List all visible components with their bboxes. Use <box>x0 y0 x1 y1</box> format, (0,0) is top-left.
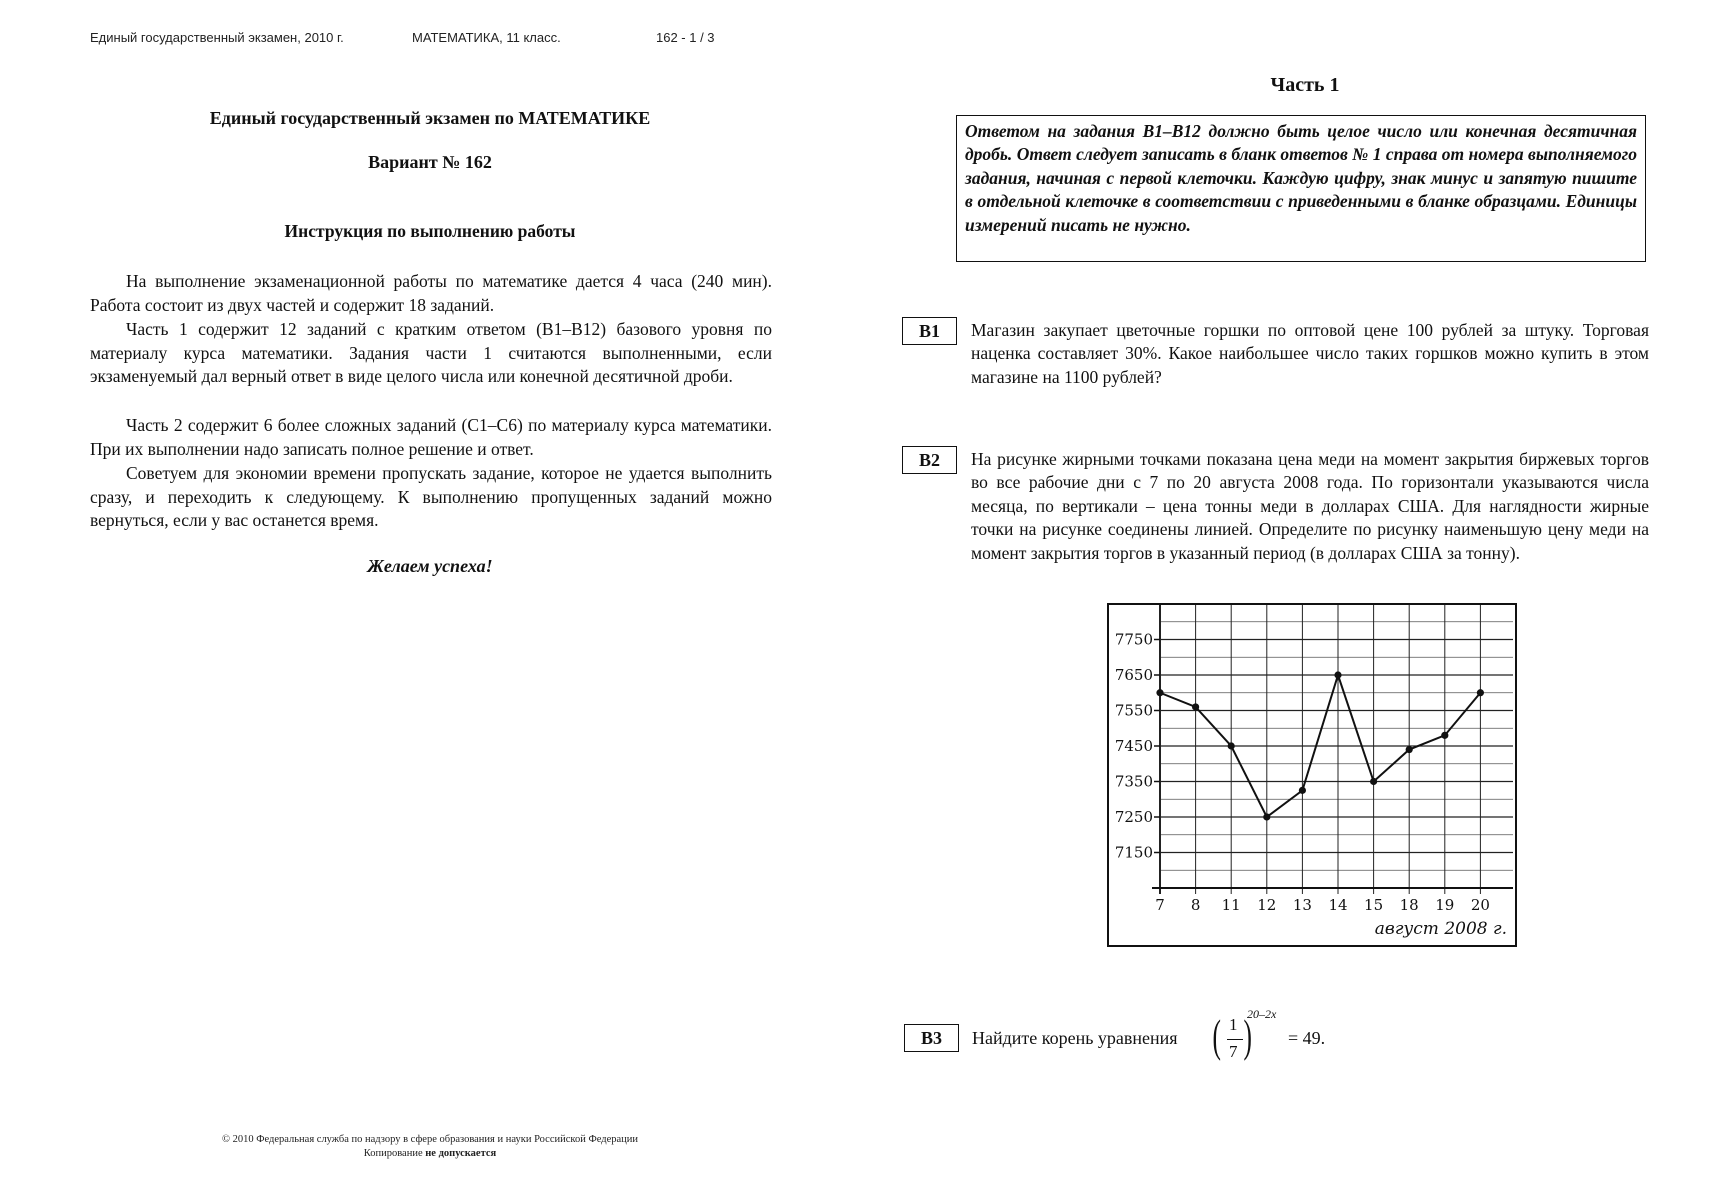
right-paren: ) <box>1243 1010 1252 1061</box>
header-page-number: 162 - 1 / 3 <box>656 30 715 45</box>
copper-price-chart <box>1107 603 1517 947</box>
fraction-bar <box>1227 1039 1243 1040</box>
svg-text:20: 20 <box>1470 896 1490 914</box>
svg-text:11: 11 <box>1221 896 1241 914</box>
svg-text:13: 13 <box>1292 896 1312 914</box>
equation-period: . <box>1320 1028 1326 1048</box>
svg-text:7750: 7750 <box>1114 630 1153 649</box>
svg-text:8: 8 <box>1190 896 1201 914</box>
equation-rhs-value: = 49 <box>1288 1028 1321 1048</box>
instruction-paragraph: Советуем для экономии времени пропускать задание, которое не удается выполнить сразу, и переходить к следующему. К выполнению пропущенных заданий можно вернуться, если у вас останется время. <box>90 463 772 530</box>
instruction-paragraph: Часть 2 содержит 6 более сложных заданий (С1–С6) по материалу курса математики. При их выполнении надо записать полное решение и ответ. <box>90 415 772 459</box>
svg-text:18: 18 <box>1399 896 1419 914</box>
svg-text:7550: 7550 <box>1114 701 1153 720</box>
header-exam: Единый государственный экзамен, 2010 г. <box>90 30 344 45</box>
svg-text:7250: 7250 <box>1114 808 1153 826</box>
task-text-b2: На рисунке жирными точками показана цена меди на момент закрытия биржевых торгов во все рабочие дни с 7 по 20 августа 2008 года. По горизонтали указываются числа месяца, по вертикали – цена тонны меди в долларах США. Для наглядности жирные точки на рисунке соединены линией. Определите по рисунку наименьшую цену меди на момент закрытия торгов в указанный период (в долларах США за тонну). <box>971 449 1649 563</box>
task-text-b3: Найдите корень уравнения <box>972 1028 1178 1048</box>
task-label-b3: B3 <box>904 1024 959 1052</box>
wish-text: Желаем успеха! <box>367 556 493 576</box>
svg-text:7650: 7650 <box>1114 666 1153 684</box>
fraction-numerator: 1 <box>1229 1015 1238 1034</box>
equation-exponent: 20–2x <box>1247 1007 1277 1021</box>
instruction-paragraph: На выполнение экзаменационной работы по математике дается 4 часа (240 мин). Работа состоит из двух частей и содержит 18 заданий. <box>90 271 772 315</box>
svg-text:7: 7 <box>1155 896 1165 914</box>
task-label-b1: B1 <box>902 317 957 345</box>
task-text-b1: Магазин закупает цветочные горшки по оптовой цене 100 рублей за штуку. Торговая наценка составляет 30%. Какое наибольшее число таких горшков можно купить в этом магазине на 1100 рублей? <box>971 320 1649 387</box>
left-paren: ( <box>1212 1010 1221 1061</box>
copy-notice <box>150 1147 710 1161</box>
copyright-footer <box>150 1133 710 1161</box>
svg-text:август 2008 г.: август 2008 г. <box>1374 919 1507 939</box>
svg-text:14: 14 <box>1328 896 1348 914</box>
instruction-paragraph: Часть 1 содержит 12 заданий с кратким ответом (B1–B12) базового уровня по материалу курса математики. Задания части 1 считаются выполненными, если экзаменуемый дал верный ответ в виде целого числа или конечной десятичной дроби. <box>90 319 772 386</box>
copy-notice-prefix: Копирование <box>363 1148 426 1159</box>
svg-text:19: 19 <box>1435 896 1455 914</box>
copy-notice-bold: не допускается <box>425 1148 497 1159</box>
exam-title: Единый государственный экзамен по МАТЕМАТИКЕ <box>209 108 651 128</box>
instructions-title: Инструкция по выполнению работы <box>284 221 576 241</box>
svg-text:15: 15 <box>1364 896 1384 914</box>
copyright-line: © 2010 Федеральная служба по надзору в сфере образования и науки Российской Федерации <box>221 1134 639 1145</box>
header-subject: МАТЕМАТИКА, 11 класс. <box>412 30 561 45</box>
fraction-denominator: 7 <box>1229 1042 1238 1061</box>
svg-text:7150: 7150 <box>1114 843 1153 862</box>
answer-instructions-box: Ответом на задания B1–B12 должно быть целое число или конечная десятичная дробь. Ответ следует записать в бланк ответов № 1 справа от номера выполняемого задания, начиная с первой клеточки. Каждую цифру, знак минус и запятую пишите в отдельной клеточке в соответствии с приведенными в бланке образцами. Единицы измерений писать не нужно. <box>956 115 1646 262</box>
svg-text:7450: 7450 <box>1114 737 1153 755</box>
line-chart <box>1109 605 1515 945</box>
variant-title: Вариант № 162 <box>368 152 492 172</box>
task-label-b2: B2 <box>902 446 957 474</box>
svg-text:7350: 7350 <box>1114 772 1153 791</box>
part-title: Часть 1 <box>1270 74 1340 96</box>
equation-rhs <box>1288 1028 1325 1049</box>
svg-text:12: 12 <box>1257 896 1277 914</box>
